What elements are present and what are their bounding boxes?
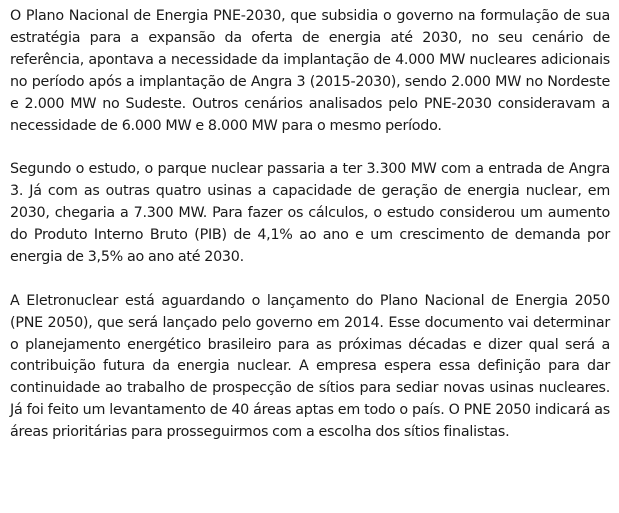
paragraph-nuclear-capacity: Segundo o estudo, o parque nuclear passaria a ter 3.300 MW com a entrada de Angra 3. Já com as outras quatro usinas a capacidade de geração de energia nuclear, em 2030, chegaria a 7.300 MW. Para fazer os cálculos, o estudo considerou um aumento do Produto Interno Bruto (PIB) de 4,1% ao ano e um crescimento de demanda por energia de 3,5% ao ano até 2030. [10,161,610,265]
paragraph-pne-2050: A Eletronuclear está aguardando o lançamento do Plano Nacional de Energia 2050 (PNE 2050), que será lançado pelo governo em 2014. Esse documento vai determinar o planejamento energético brasileiro para as próximas décadas e dizer qual será a contribuição futura da energia nuclear. A empresa espera essa definição para dar continuidade ao trabalho de prospecção de sítios para sediar novas usinas nucleares. Já foi feito um levantamento de 40 áreas aptas em todo o país. O PNE 2050 indicará as áreas prioritárias para prosseguirmos com a escolha dos sítios finalistas. [10,292,610,441]
paragraph-pne-2030: O Plano Nacional de Energia PNE-2030, que subsidia o governo na formulação de sua estratégia para a expansão da oferta de energia até 2030, no seu cenário de referência, apontava a necessidade da implantação de 4.000 MW nucleares adicionais no período após a implantação de Angra 3 (2015-2030), sendo 2.000 MW no Nordeste e 2.000 MW no Sudeste. Outros cenários analisados pelo PNE-2030 consideravam a necessidade de 6.000 MW e 8.000 MW para o mesmo período. [10,8,610,134]
document-body [10,6,610,444]
